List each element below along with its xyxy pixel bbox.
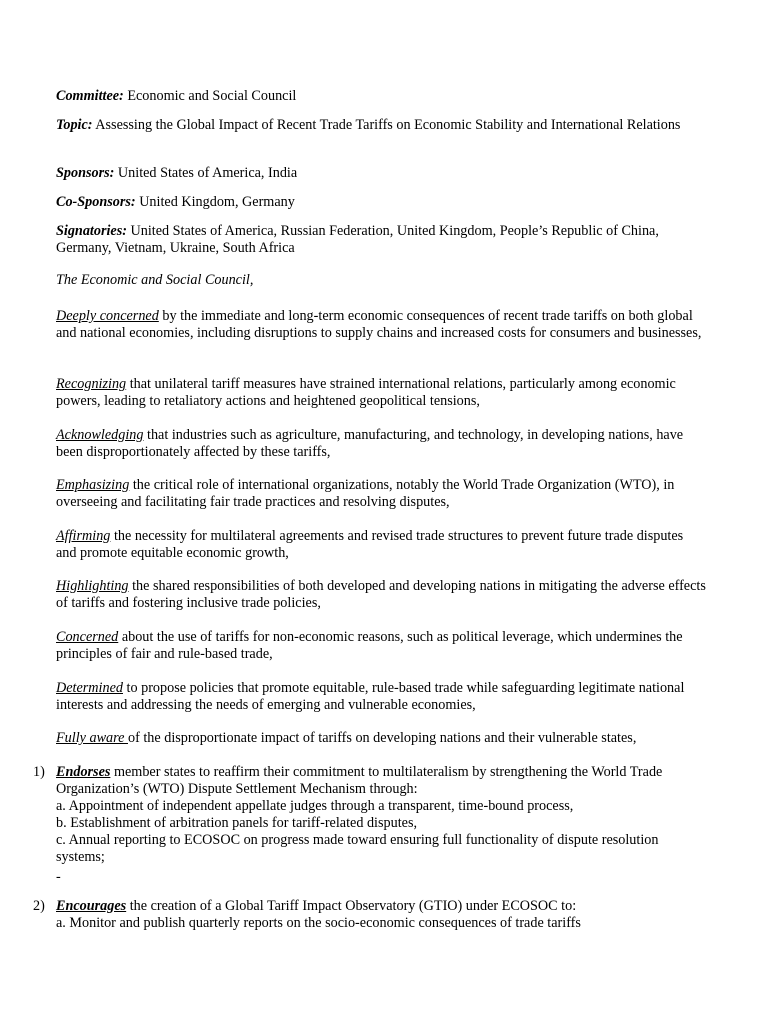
topic-value: Assessing the Global Impact of Recent Trade Tariffs on Economic Stability and International Relations bbox=[95, 117, 681, 133]
clause-text: the critical role of international organizations, notably the World Trade Organization (WTO), in overseeing and facilitating fair trade practices and resolving disputes, bbox=[56, 477, 675, 510]
clause-keyword: Emphasizing bbox=[56, 477, 130, 493]
committee-line bbox=[56, 88, 706, 105]
preamble-clause bbox=[56, 629, 706, 663]
preamble-clause bbox=[56, 680, 706, 714]
cosponsors-label: Co-Sponsors: bbox=[56, 194, 136, 210]
preamble-clause bbox=[56, 308, 706, 342]
clause-number: 2) bbox=[33, 898, 45, 914]
body-intro: The Economic and Social Council, bbox=[56, 272, 254, 288]
clause-text: the shared responsibilities of both developed and developing nations in mitigating the adverse effects of tariffs and fostering inclusive trade policies, bbox=[56, 578, 706, 611]
preamble-clause bbox=[56, 427, 706, 461]
preamble-clause bbox=[56, 578, 706, 612]
clause-text: about the use of tariffs for non-economic reasons, such as political leverage, which undermines the principles of fair and rule-based trade, bbox=[56, 629, 683, 662]
committee-label: Committee: bbox=[56, 88, 124, 104]
preamble-clause bbox=[56, 730, 736, 747]
clause-number: 1) bbox=[33, 764, 45, 780]
sponsors-label: Sponsors: bbox=[56, 165, 115, 181]
topic-label: Topic: bbox=[56, 117, 93, 133]
signatories-value: United States of America, Russian Federation, United Kingdom, People’s Republic of China, Germany, Vietnam, Ukraine, South Africa bbox=[56, 223, 659, 256]
clause-keyword: Recognizing bbox=[56, 376, 127, 392]
sponsors-value: United States of America, India bbox=[117, 165, 298, 181]
clause-text: that industries such as agriculture, manufacturing, and technology, in developing nations, have been disproportionately affected by these tariffs, bbox=[56, 427, 684, 460]
cosponsors-value: United Kingdom, Germany bbox=[139, 194, 295, 210]
clause-text: by the immediate and long-term economic consequences of recent trade tariffs on both global and national economies, including disruptions to supply chains and increased costs for consumers and businesses, bbox=[56, 308, 702, 341]
clause-keyword: Determined bbox=[56, 680, 123, 696]
clause-keyword: Acknowledging bbox=[56, 427, 144, 443]
operative-text: member states to reaffirm their commitment to multilateralism by strengthening the World Trade Organization’s (WTO) Dispute Settlement Mechanism through: bbox=[56, 764, 663, 797]
sub-clause: a. Monitor and publish quarterly reports on the socio-economic consequences of trade tariffs bbox=[56, 915, 581, 931]
operative-clause bbox=[33, 764, 706, 866]
clause-text: to propose policies that promote equitable, rule-based trade while safeguarding legitimate national interests and addressing the needs of emerging and vulnerable economies, bbox=[56, 680, 685, 713]
clause-keyword: Affirming bbox=[56, 528, 111, 544]
clause-keyword: Fully aware bbox=[56, 730, 128, 746]
sub-clause: c. Annual reporting to ECOSOC on progress made toward ensuring full functionality of dispute resolution systems; bbox=[56, 832, 659, 865]
operative-keyword: Encourages bbox=[56, 898, 127, 914]
clause-text: the necessity for multilateral agreements and revised trade structures to prevent future trade disputes and promote equitable economic growth, bbox=[56, 528, 684, 561]
clause-keyword: Highlighting bbox=[56, 578, 129, 594]
cosponsors-line bbox=[56, 194, 706, 211]
preamble-clause bbox=[56, 528, 706, 562]
operative-keyword: Endorses bbox=[56, 764, 111, 780]
signatories-line bbox=[56, 223, 706, 257]
separator-dash: - bbox=[56, 869, 61, 885]
clause-text: that unilateral tariff measures have strained international relations, particularly among economic powers, leading to retaliatory actions and heightened geopolitical tensions, bbox=[56, 376, 676, 409]
clause-keyword: Concerned bbox=[56, 629, 119, 645]
operative-clause bbox=[33, 898, 706, 932]
clause-text: of the disproportionate impact of tariffs on developing nations and their vulnerable states, bbox=[127, 730, 637, 746]
preamble-clause bbox=[56, 376, 706, 410]
topic-line bbox=[56, 117, 706, 134]
preamble-clause bbox=[56, 477, 706, 511]
signatories-label: Signatories: bbox=[56, 223, 127, 239]
clause-keyword: Deeply concerned bbox=[56, 308, 159, 324]
sub-clause: a. Appointment of independent appellate judges through a transparent, time-bound process, bbox=[56, 798, 574, 814]
sub-clause: b. Establishment of arbitration panels for tariff-related disputes, bbox=[56, 815, 418, 831]
committee-value: Economic and Social Council bbox=[127, 88, 297, 104]
operative-text: the creation of a Global Tariff Impact Observatory (GTIO) under ECOSOC to: bbox=[126, 898, 577, 914]
sponsors-line bbox=[56, 165, 706, 182]
